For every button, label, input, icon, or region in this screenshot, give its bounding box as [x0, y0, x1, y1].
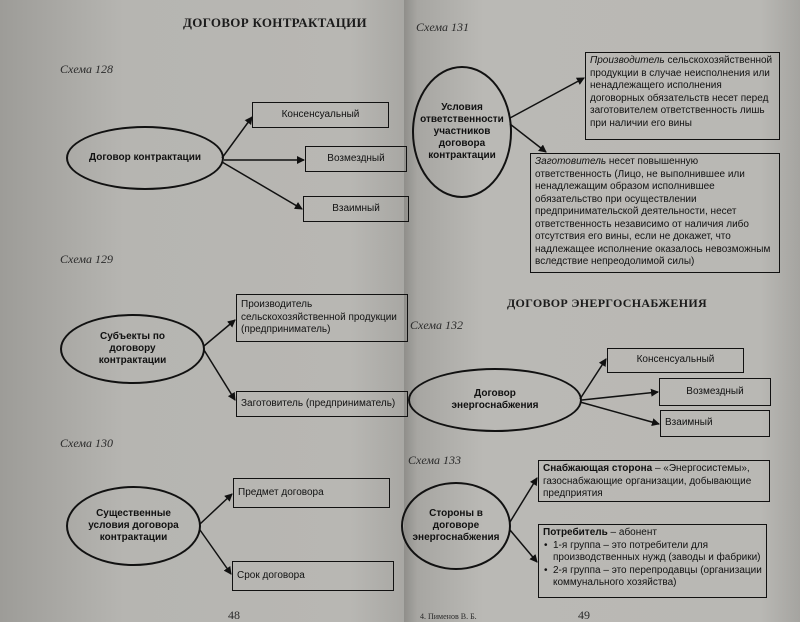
- arrow-130-2: [200, 530, 231, 574]
- scheme-128-label: Схема 128: [60, 62, 114, 76]
- consumer-text: – абонент: [607, 527, 657, 538]
- supplier-lead: Снабжающая сторона: [543, 463, 653, 474]
- supplier-text: – «Энергосистемы», газоснабжающие организации, добывающие предприятия: [543, 463, 752, 499]
- scheme-131-center: Условия ответственности участников договора контрактации: [412, 66, 512, 198]
- arrow-132-2: [582, 392, 658, 400]
- consumer-lead: Потребитель: [543, 527, 608, 538]
- scheme-133-label: Схема 133: [408, 453, 462, 467]
- consumer-group-item: • 1-я группа – это потребители для производственных нужд (заводы и фабрики): [553, 540, 762, 565]
- scheme-129-item: Производитель сельскохозяйственной продукции (предприниматель): [236, 294, 408, 342]
- scheme-132-item: Возмездный: [659, 378, 771, 406]
- procurer-lead: Заготовитель: [535, 156, 607, 167]
- scheme-131-producer-box: [585, 52, 780, 140]
- page-number-left: 48: [228, 608, 240, 622]
- scheme-128-item: Взаимный: [303, 196, 409, 222]
- arrow-128-1: [222, 117, 252, 158]
- page-title: ДОГОВОР КОНТРАКТАЦИИ: [183, 15, 367, 30]
- scheme-133-supplier-box: [538, 460, 770, 502]
- producer-lead: Производитель: [590, 55, 665, 66]
- arrow-129-2: [204, 350, 235, 400]
- arrow-133-2: [510, 530, 537, 562]
- page-number-right: 49: [578, 608, 590, 622]
- scheme-129-item: Заготовитель (предприниматель): [236, 391, 408, 417]
- scheme-131-procurer-box: [530, 153, 780, 273]
- scheme-132-item: Взаимный: [660, 410, 770, 437]
- arrow-132-3: [580, 402, 659, 424]
- scheme-130-item: Срок договора: [232, 561, 394, 591]
- section-title: ДОГОВОР ЭНЕРГОСНАБЖЕНИЯ: [507, 296, 707, 310]
- arrow-133-1: [510, 478, 537, 522]
- producer-text: сельскохозяйственной продукции в случае неисполнения или ненадлежащего исполнения договорных обязательств несет перед заготовителем ответственность лишь при наличии его вины: [590, 55, 773, 129]
- scheme-132-center: Договор энергоснабжения: [408, 368, 582, 432]
- scheme-129-label: Схема 129: [60, 252, 114, 266]
- footer-note: 4. Пименов В. Б.: [420, 612, 477, 621]
- consumer-group-item: • 2-я группа – это перепродавцы (организации коммунального хозяйства): [553, 565, 762, 590]
- arrow-132-1: [580, 359, 606, 399]
- arrow-131-2: [510, 124, 546, 152]
- procurer-text: несет повышенную ответственность (Лицо, не выполнившее или ненадлежащим образом исполнившее обязательство при осуществлении предпринимательской деятельности, несет ответственность независимо от наличия либо отсутствия его вины, если не докажет, что надлежащее исполнение оказалось невозможным вследствие непреодолимой силы): [535, 156, 771, 267]
- scheme-128-item: Консенсуальный: [252, 102, 389, 128]
- scheme-130-center: Существенные условия договора контрактации: [66, 486, 201, 566]
- scheme-130-label: Схема 130: [60, 436, 114, 450]
- scheme-130-item: Предмет договора: [233, 478, 390, 508]
- arrow-130-1: [200, 494, 232, 524]
- arrow-129-1: [204, 320, 235, 346]
- scheme-131-label: Схема 131: [416, 20, 470, 34]
- arrow-131-1: [510, 78, 584, 118]
- scheme-128-center: Договор контрактации: [66, 126, 224, 190]
- scheme-132-item: Консенсуальный: [607, 348, 744, 373]
- scheme-133-center: Стороны в договоре энергоснабжения: [401, 482, 511, 570]
- scheme-132-label: Схема 132: [410, 318, 464, 332]
- arrow-128-3: [222, 162, 302, 209]
- scheme-129-center: Субъекты по договору контрактации: [60, 314, 205, 384]
- consumer-groups: [543, 540, 762, 590]
- scheme-128-item: Возмездный: [305, 146, 407, 172]
- scheme-133-consumer-box: [538, 524, 767, 598]
